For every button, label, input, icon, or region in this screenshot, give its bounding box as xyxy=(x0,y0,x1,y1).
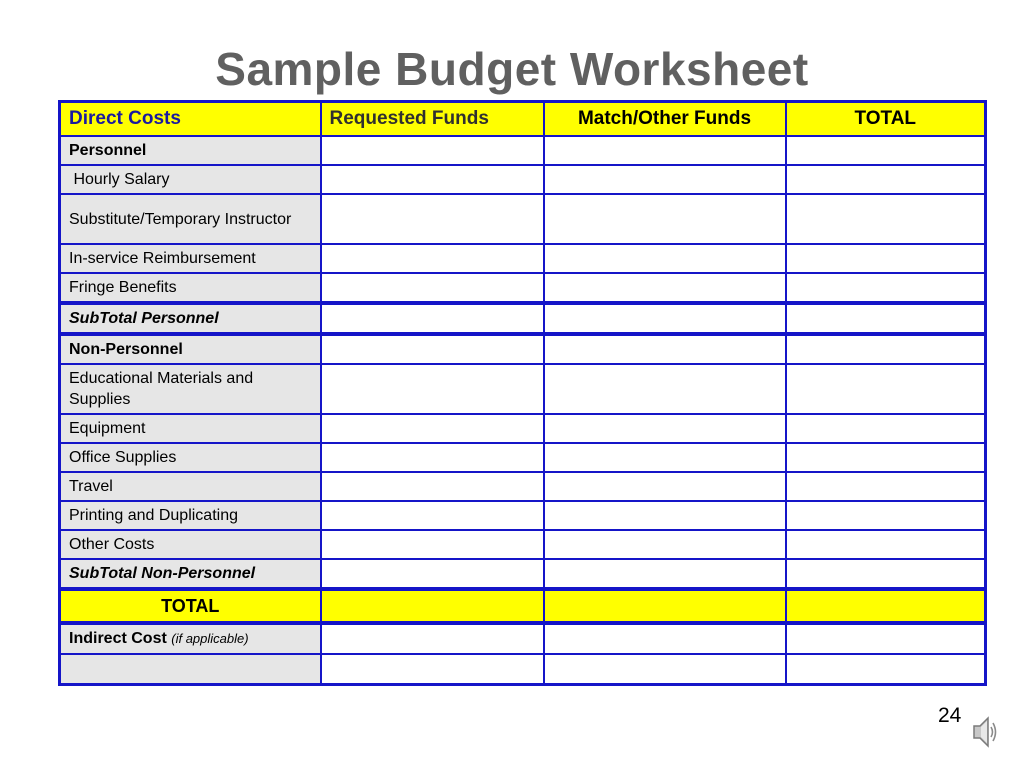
cell-total[interactable] xyxy=(786,334,986,364)
cell-requested[interactable] xyxy=(321,530,544,559)
table-row xyxy=(60,623,986,654)
cell-match[interactable] xyxy=(544,472,786,501)
table-row xyxy=(60,559,986,589)
cell-match[interactable] xyxy=(544,530,786,559)
cell-match[interactable] xyxy=(544,334,786,364)
cell-match[interactable] xyxy=(544,623,786,654)
cell-total[interactable] xyxy=(786,136,986,165)
row-fringe-benefits-label: Fringe Benefits xyxy=(60,273,321,303)
row-other-costs-label: Other Costs xyxy=(60,530,321,559)
header-requested-funds: Requested Funds xyxy=(321,102,544,137)
cell-requested[interactable] xyxy=(321,559,544,589)
cell-total[interactable] xyxy=(786,472,986,501)
cell-total[interactable] xyxy=(786,530,986,559)
header-row xyxy=(60,102,986,137)
speaker-icon[interactable] xyxy=(972,714,998,750)
cell-match[interactable] xyxy=(544,194,786,244)
row-hourly-salary-label: Hourly Salary xyxy=(60,165,321,194)
cell-requested[interactable] xyxy=(321,501,544,530)
cell-total[interactable] xyxy=(786,364,986,414)
cell-requested[interactable] xyxy=(321,136,544,165)
cell-total[interactable] xyxy=(786,165,986,194)
cell-requested[interactable] xyxy=(321,334,544,364)
cell-requested[interactable] xyxy=(321,364,544,414)
row-blank-label[interactable] xyxy=(60,654,321,685)
cell-requested[interactable] xyxy=(321,589,544,623)
cell-requested[interactable] xyxy=(321,654,544,685)
table-row xyxy=(60,303,986,334)
table-row xyxy=(60,472,986,501)
page-title: Sample Budget Worksheet xyxy=(215,43,809,95)
cell-total[interactable] xyxy=(786,443,986,472)
cell-total[interactable] xyxy=(786,623,986,654)
cell-match[interactable] xyxy=(544,654,786,685)
cell-match[interactable] xyxy=(544,559,786,589)
page-number: 24 xyxy=(938,704,962,727)
cell-total[interactable] xyxy=(786,559,986,589)
cell-requested[interactable] xyxy=(321,244,544,273)
row-inservice-label: In-service Reimbursement xyxy=(60,244,321,273)
table-row xyxy=(60,334,986,364)
table-row xyxy=(60,364,986,414)
indirect-cost-text: Indirect Cost xyxy=(69,630,167,647)
row-educational-materials-label: Educational Materials and Supplies xyxy=(60,364,321,414)
cell-match[interactable] xyxy=(544,136,786,165)
indirect-cost-note: (if applicable) xyxy=(171,631,249,646)
budget-table xyxy=(58,100,987,686)
cell-match[interactable] xyxy=(544,244,786,273)
cell-total[interactable] xyxy=(786,654,986,685)
row-subtotal-personnel-label: SubTotal Personnel xyxy=(60,303,321,334)
cell-requested[interactable] xyxy=(321,414,544,443)
cell-requested[interactable] xyxy=(321,303,544,334)
cell-requested[interactable] xyxy=(321,273,544,303)
row-total-label: TOTAL xyxy=(60,589,321,623)
total-row xyxy=(60,589,986,623)
cell-requested[interactable] xyxy=(321,472,544,501)
cell-match[interactable] xyxy=(544,303,786,334)
header-direct-costs: Direct Costs xyxy=(60,102,321,137)
cell-match[interactable] xyxy=(544,501,786,530)
table-row xyxy=(60,244,986,273)
row-personnel-label: Personnel xyxy=(60,136,321,165)
row-office-supplies-label: Office Supplies xyxy=(60,443,321,472)
cell-match[interactable] xyxy=(544,364,786,414)
cell-requested[interactable] xyxy=(321,623,544,654)
cell-total[interactable] xyxy=(786,414,986,443)
table-row xyxy=(60,501,986,530)
cell-total[interactable] xyxy=(786,194,986,244)
cell-match[interactable] xyxy=(544,273,786,303)
cell-match[interactable] xyxy=(544,589,786,623)
table-row xyxy=(60,443,986,472)
cell-requested[interactable] xyxy=(321,194,544,244)
row-equipment-label: Equipment xyxy=(60,414,321,443)
cell-total[interactable] xyxy=(786,589,986,623)
row-substitute-instructor-label: Substitute/Temporary Instructor xyxy=(60,194,321,244)
cell-requested[interactable] xyxy=(321,165,544,194)
table-row xyxy=(60,654,986,685)
table-row xyxy=(60,414,986,443)
row-subtotal-non-personnel-label: SubTotal Non-Personnel xyxy=(60,559,321,589)
table-row xyxy=(60,530,986,559)
cell-match[interactable] xyxy=(544,165,786,194)
cell-total[interactable] xyxy=(786,501,986,530)
header-match-other-funds: Match/Other Funds xyxy=(544,102,786,137)
row-indirect-cost-label xyxy=(60,623,321,654)
row-printing-label: Printing and Duplicating xyxy=(60,501,321,530)
row-non-personnel-label: Non-Personnel xyxy=(60,334,321,364)
cell-match[interactable] xyxy=(544,443,786,472)
cell-total[interactable] xyxy=(786,303,986,334)
table-row xyxy=(60,136,986,165)
cell-total[interactable] xyxy=(786,273,986,303)
cell-requested[interactable] xyxy=(321,443,544,472)
row-travel-label: Travel xyxy=(60,472,321,501)
cell-match[interactable] xyxy=(544,414,786,443)
table-row xyxy=(60,273,986,303)
table-row xyxy=(60,165,986,194)
cell-total[interactable] xyxy=(786,244,986,273)
header-total: TOTAL xyxy=(786,102,986,137)
table-row xyxy=(60,194,986,244)
